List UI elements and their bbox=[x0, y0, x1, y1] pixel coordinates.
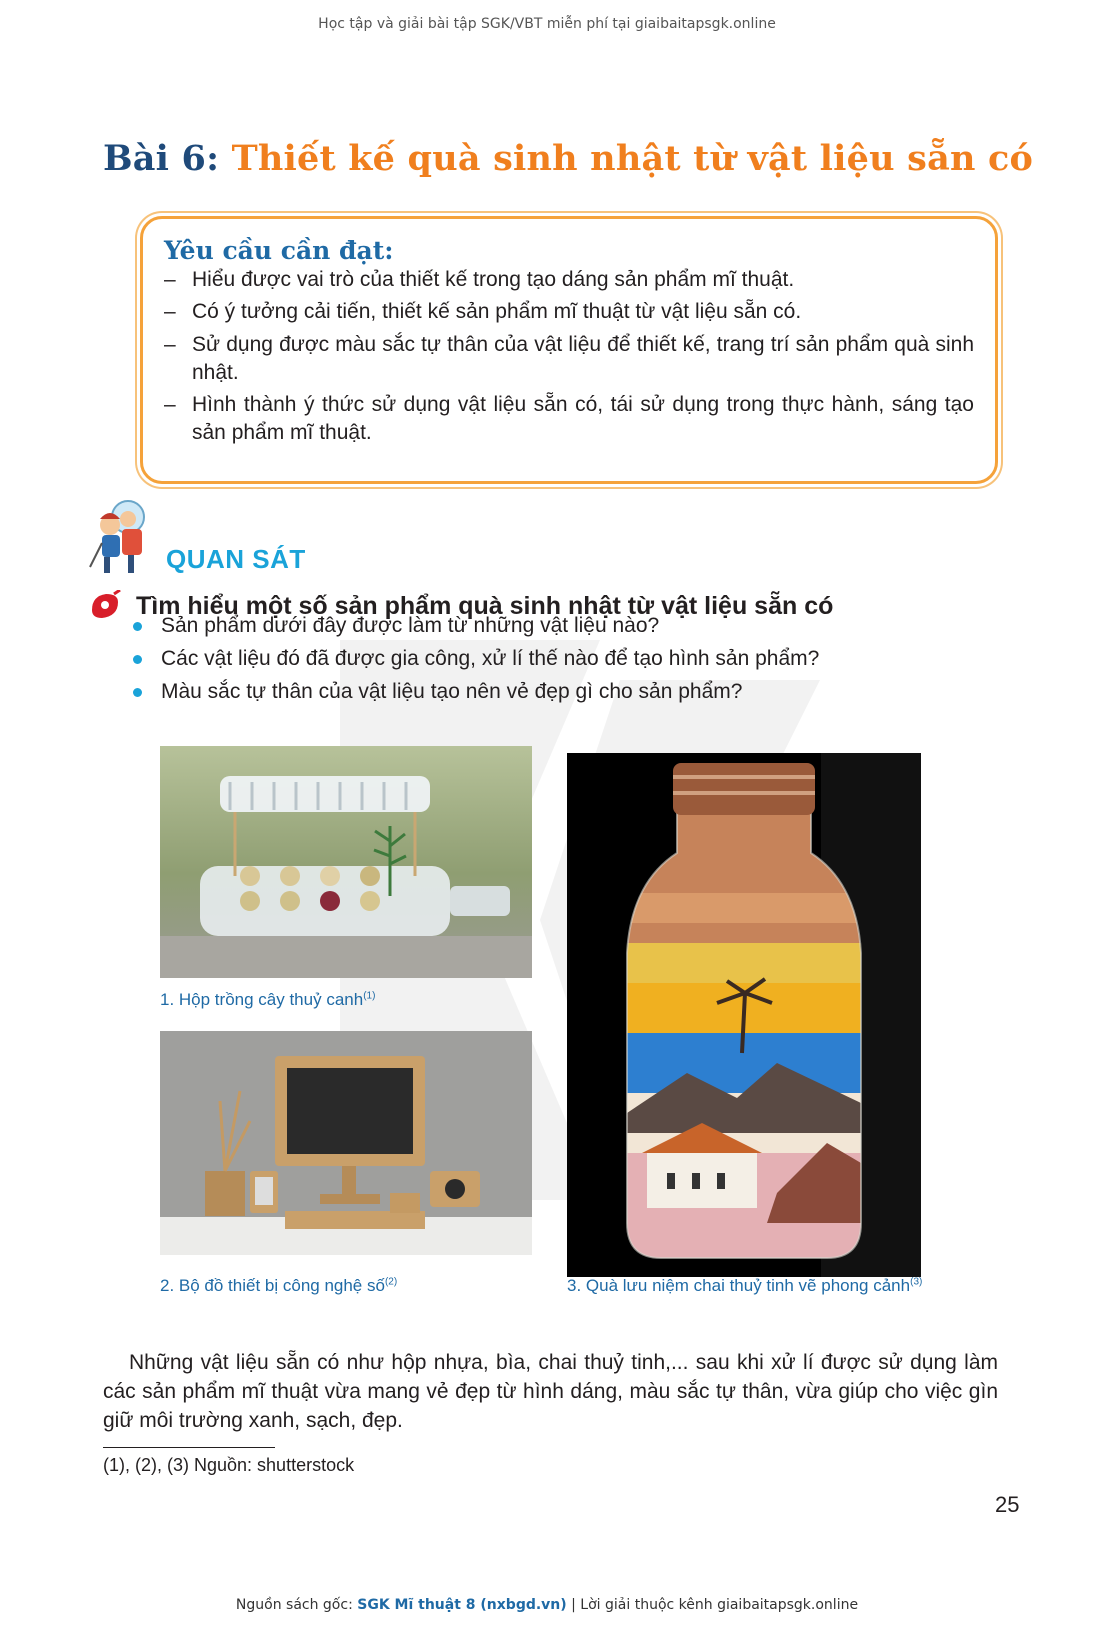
question-item: Sản phẩm dưới đây được làm từ những vật liệu nào? bbox=[133, 612, 659, 640]
figure-caption: 1. Hộp trồng cây thuỷ canh$^{(1)}$ bbox=[160, 990, 376, 1009]
activity-marker-icon bbox=[88, 590, 122, 620]
requirements-title: Yêu cầu cần đạt: bbox=[164, 236, 394, 265]
figure-caption: 3. Quà lưu niệm chai thuỷ tinh vẽ phong cảnh$^{(3)}$ bbox=[567, 1276, 923, 1295]
lesson-number: Bài 6: bbox=[103, 138, 220, 179]
requirement-item: – Sử dụng được màu sắc tự thân của vật liệu để thiết kế, trang trí sản phẩm quà sinh nhật. bbox=[164, 333, 974, 384]
footer-source-link[interactable]: SGK Mĩ thuật 8 (nxbgd.vn) bbox=[357, 1597, 567, 1613]
mascot-kids-icon bbox=[88, 497, 164, 577]
requirement-item: – Có ý tưởng cải tiến, thiết kế sản phẩm mĩ thuật từ vật liệu sẵn có. bbox=[164, 300, 802, 323]
requirement-item: – Hiểu được vai trò của thiết kế trong tạo dáng sản phẩm mĩ thuật. bbox=[164, 268, 795, 291]
footnote: (1), (2), (3) Nguồn: shutterstock bbox=[103, 1455, 355, 1475]
photo-sand-art-bottle bbox=[567, 753, 921, 1277]
lesson-name: Thiết kế quà sinh nhật từ vật liệu sẵn có bbox=[231, 138, 1034, 179]
figure-caption: 2. Bộ đồ thiết bị công nghệ số$^{(2)}$ bbox=[160, 1276, 398, 1295]
closing-paragraph: Những vật liệu sẵn có như hộp nhựa, bìa, chai thuỷ tinh,... sau khi xử lí được sử dụng làm các sản phẩm mĩ thuật vừa mang vẻ đẹp từ hình dáng, màu sắc tự thân, vừa giúp cho việc gìn giữ môi trường xanh, sạch, đẹp. bbox=[103, 1351, 998, 1432]
activity-title: Tìm hiểu một số sản phẩm quà sinh nhật từ vật liệu sẵn có bbox=[136, 592, 834, 620]
question-item: Màu sắc tự thân của vật liệu tạo nên vẻ đẹp gì cho sản phẩm? bbox=[133, 678, 742, 706]
lesson-title bbox=[103, 138, 1033, 179]
footnote-rule bbox=[103, 1447, 275, 1448]
header-note: Học tập và giải bài tập SGK/VBT miễn phí tại giaibaitapsgk.online bbox=[318, 16, 776, 32]
footer-note: Nguồn sách gốc: SGK Mĩ thuật 8 (nxbgd.vn) | Lời giải thuộc kênh giaibaitapsgk.online bbox=[235, 1597, 859, 1613]
photo-hydroponic-box bbox=[160, 746, 532, 978]
page-number: 25 bbox=[995, 1492, 1020, 1517]
question-item: Các vật liệu đó đã được gia công, xử lí thế nào để tạo hình sản phẩm? bbox=[133, 645, 819, 673]
section-heading-observe: QUAN SÁT bbox=[166, 544, 306, 574]
photo-cardboard-tech-set bbox=[160, 1031, 532, 1255]
requirement-item: – Hình thành ý thức sử dụng vật liệu sẵn có, tái sử dụng trong thực hành, sáng tạo sản phẩm mĩ thuật. bbox=[164, 393, 974, 444]
